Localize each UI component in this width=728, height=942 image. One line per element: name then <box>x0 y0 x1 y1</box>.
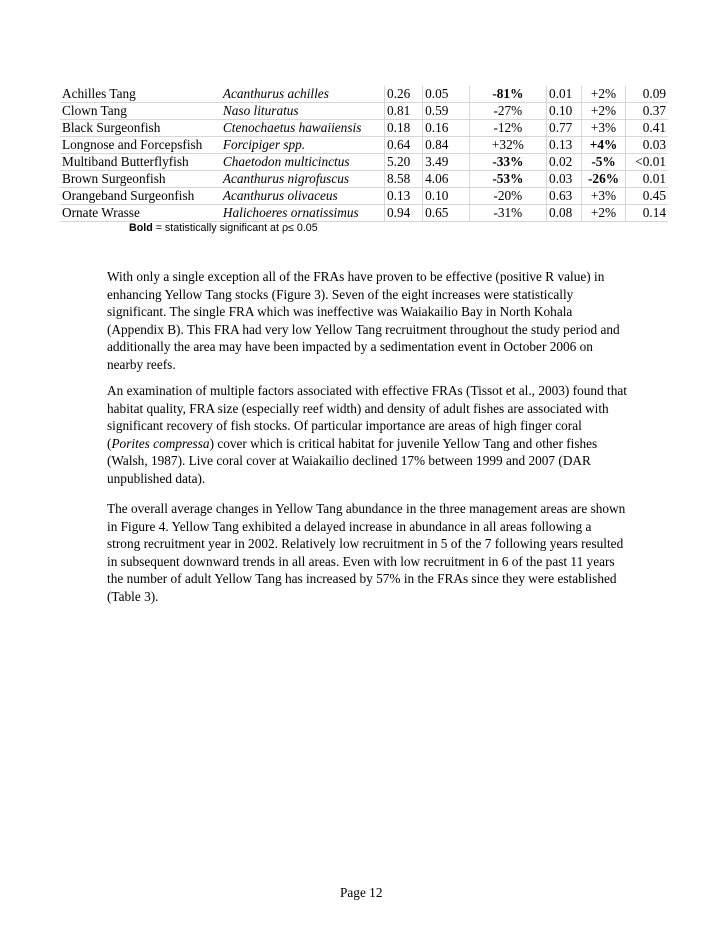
table-row <box>60 86 668 103</box>
common-name-cell: Orangeband Surgeonfish <box>60 188 221 205</box>
page-number: Page 12 <box>340 885 383 900</box>
percent-change-cell: -81% <box>469 86 546 103</box>
scientific-name-cell: Halichoeres ornatissimus <box>221 205 385 222</box>
value-after-cell: 0.65 <box>423 205 470 222</box>
trend-percent-cell: +2% <box>581 205 625 222</box>
p-value-cell: 0.63 <box>547 188 582 205</box>
trend-percent-cell: +2% <box>581 86 625 103</box>
table-row <box>60 188 668 205</box>
table-row <box>60 171 668 188</box>
footnote-bold-label: Bold <box>129 222 153 234</box>
percent-change-cell: -12% <box>469 120 546 137</box>
p-value-cell: 0.08 <box>547 205 582 222</box>
value-before-cell: 0.64 <box>384 137 422 154</box>
trend-percent-cell: +3% <box>581 120 625 137</box>
common-name-cell: Ornate Wrasse <box>60 205 221 222</box>
percent-change-cell: -31% <box>469 205 546 222</box>
value-after-cell: 0.84 <box>423 137 470 154</box>
value-after-cell: 4.06 <box>423 171 470 188</box>
percent-change-cell: -33% <box>469 154 546 171</box>
paragraph-yellow-tang-trends: The overall average changes in Yellow Tang abundance in the three management areas are shown in Figure 4. Yellow Tang exhibited a delayed increase in abundance in all areas following a strong recruitment year in 2002. Relatively low recruitment in 5 of the 7 following years resulted in subsequent downward trends in all areas. Even with low recruitment in 6 of the past 11 years the number of adult Yellow Tang has increased by 57% in the FRAs since they were established (Table 3). <box>107 501 626 604</box>
paragraph-habitat-text-2: ) cover which is critical habitat for juvenile Yellow Tang and other fishes (Walsh, 1987). Live coral cover at Waiakailio declined 17% between 1999 and 2007 (DAR unpublished data). <box>107 435 598 486</box>
scientific-name-cell: Acanthurus nigrofuscus <box>221 171 385 188</box>
p-value-cell: 0.03 <box>547 171 582 188</box>
scientific-name-cell: Chaetodon multicinctus <box>221 154 385 171</box>
footnote-symbol: ρ <box>281 222 289 234</box>
trend-p-value-cell: 0.45 <box>626 188 668 205</box>
common-name-cell: Achilles Tang <box>60 86 221 103</box>
p-value-cell: 0.02 <box>547 154 582 171</box>
p-value-cell: 0.10 <box>547 103 582 120</box>
table-row <box>60 103 668 120</box>
trend-percent-cell: -26% <box>581 171 625 188</box>
value-after-cell: 0.05 <box>423 86 470 103</box>
footnote-threshold: ≤ 0.05 <box>288 222 318 234</box>
percent-change-cell: -53% <box>469 171 546 188</box>
percent-change-cell: -27% <box>469 103 546 120</box>
species-table-body <box>60 86 668 222</box>
trend-p-value-cell: 0.09 <box>626 86 668 103</box>
p-value-cell: 0.13 <box>547 137 582 154</box>
value-before-cell: 8.58 <box>384 171 422 188</box>
scientific-name-cell: Naso lituratus <box>221 103 385 120</box>
trend-percent-cell: +4% <box>581 137 625 154</box>
scientific-name-cell: Ctenochaetus hawaiiensis <box>221 120 385 137</box>
trend-p-value-cell: 0.37 <box>626 103 668 120</box>
common-name-cell: Brown Surgeonfish <box>60 171 221 188</box>
scientific-name-cell: Acanthurus achilles <box>221 86 385 103</box>
percent-change-cell: -20% <box>469 188 546 205</box>
value-before-cell: 0.18 <box>384 120 422 137</box>
value-after-cell: 0.16 <box>423 120 470 137</box>
scientific-name-cell: Acanthurus olivaceus <box>221 188 385 205</box>
table-row <box>60 205 668 222</box>
trend-percent-cell: -5% <box>581 154 625 171</box>
p-value-cell: 0.77 <box>547 120 582 137</box>
common-name-cell: Black Surgeonfish <box>60 120 221 137</box>
paragraph-effectiveness: With only a single exception all of the FRAs have proven to be effective (positive R value) in enhancing Yellow Tang stocks (Figure 3). Seven of the eight increases were statistically significant. The single FRA which was ineffective was Waiakailio Bay in North Kohala (Appendix B). This FRA had very low Yellow Tang recruitment throughout the study period and additionally the area may have been impacted by a sedimentation event in October 2006 on nearby reefs. <box>107 269 620 372</box>
trend-percent-cell: +2% <box>581 103 625 120</box>
trend-p-value-cell: 0.41 <box>626 120 668 137</box>
value-before-cell: 0.26 <box>384 86 422 103</box>
value-after-cell: 3.49 <box>423 154 470 171</box>
trend-p-value-cell: <0.01 <box>626 154 668 171</box>
trend-p-value-cell: 0.14 <box>626 205 668 222</box>
value-before-cell: 0.94 <box>384 205 422 222</box>
common-name-cell: Longnose and Forcepsfish <box>60 137 221 154</box>
table-footnote <box>129 222 318 234</box>
value-before-cell: 0.81 <box>384 103 422 120</box>
paragraph-habitat-text-1: An examination of multiple factors associated with effective FRAs (Tissot et al., 2003) found that habitat quality, FRA size (especially reef width) and density of adult fishes are associated with significant recovery of fish stocks. Of particular importance are areas of high finger coral ( <box>107 383 627 451</box>
table-row <box>60 137 668 154</box>
table-row <box>60 154 668 171</box>
p-value-cell: 0.01 <box>547 86 582 103</box>
footnote-text: = statistically significant at <box>152 222 282 234</box>
paragraph-habitat-factors <box>107 382 627 488</box>
common-name-cell: Multiband Butterflyfish <box>60 154 221 171</box>
value-before-cell: 5.20 <box>384 154 422 171</box>
trend-p-value-cell: 0.01 <box>626 171 668 188</box>
species-name-porites: Porites compressa <box>111 435 210 451</box>
scientific-name-cell: Forcipiger spp. <box>221 137 385 154</box>
percent-change-cell: +32% <box>469 137 546 154</box>
common-name-cell: Clown Tang <box>60 103 221 120</box>
value-before-cell: 0.13 <box>384 188 422 205</box>
value-after-cell: 0.59 <box>423 103 470 120</box>
species-table <box>60 86 668 222</box>
table-row <box>60 120 668 137</box>
trend-percent-cell: +3% <box>581 188 625 205</box>
trend-p-value-cell: 0.03 <box>626 137 668 154</box>
value-after-cell: 0.10 <box>423 188 470 205</box>
